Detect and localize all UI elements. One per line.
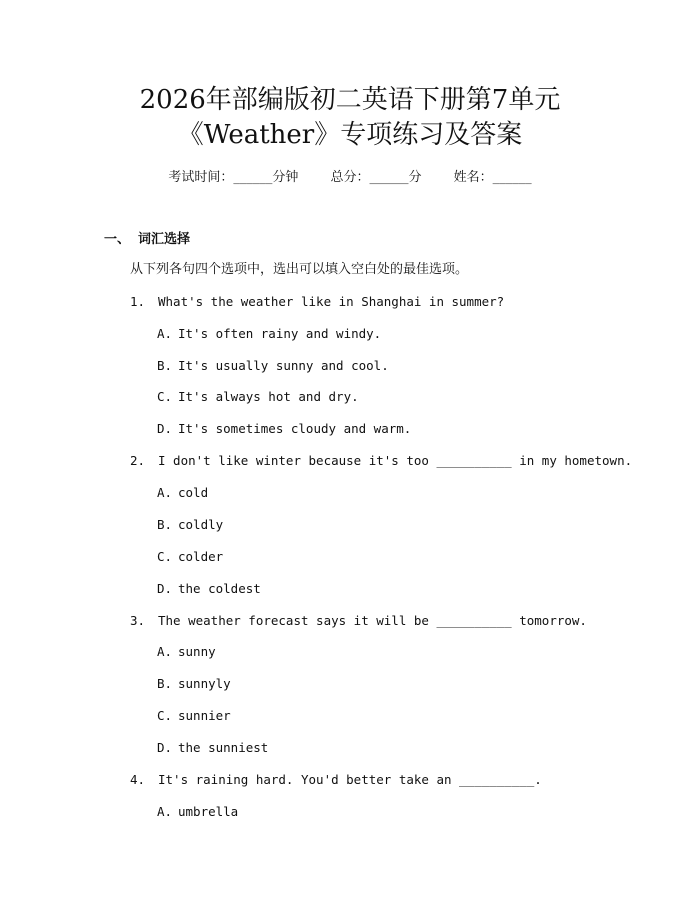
option-text: the sunniest — [178, 740, 269, 755]
question-3-option-d — [157, 739, 268, 757]
option-label: C. — [157, 389, 173, 404]
question-3-option-b — [157, 675, 231, 693]
question-text: The weather forecast says it will be __________ tomorrow. — [158, 613, 587, 628]
question-1-option-a — [157, 325, 381, 343]
question-text: What's the weather like in Shanghai in summer? — [158, 294, 505, 309]
question-number: 3. — [130, 613, 146, 628]
question-2-option-b — [157, 516, 223, 534]
option-text: sunnier — [178, 708, 231, 723]
option-text: It's always hot and dry. — [178, 389, 359, 404]
question-1-option-b — [157, 357, 389, 375]
option-text: sunny — [178, 644, 216, 659]
question-1-option-c — [157, 388, 359, 406]
question-3-option-a — [157, 643, 216, 661]
option-label: A. — [157, 644, 173, 659]
exam-time-field: 考试时间：______分钟 — [168, 170, 299, 185]
question-number: 4. — [130, 772, 146, 787]
question-number: 1. — [130, 294, 146, 309]
section-instruction: 从下列各句四个选项中，选出可以填入空白处的最佳选项。 — [130, 262, 469, 277]
option-text: cold — [178, 485, 209, 500]
document-title-line-2: 《Weather》专项练习及答案 — [177, 120, 523, 150]
section-number: 一、 — [104, 232, 131, 247]
question-text: It's raining hard. You'd better take an __________. — [158, 772, 542, 787]
exam-meta — [0, 169, 700, 187]
question-text: I don't like winter because it's too __________ in my hometown. — [158, 453, 633, 468]
question-2-option-c — [157, 548, 223, 566]
option-label: B. — [157, 676, 173, 691]
option-label: D. — [157, 581, 173, 596]
student-name-field: 姓名：______ — [453, 170, 532, 185]
option-text: It's sometimes cloudy and warm. — [178, 421, 412, 436]
option-label: C. — [157, 549, 173, 564]
option-text: umbrella — [178, 804, 239, 819]
question-2-option-a — [157, 484, 208, 502]
question-2-option-d — [157, 580, 261, 598]
option-text: It's often rainy and windy. — [178, 326, 382, 341]
question-1 — [130, 293, 504, 311]
option-label: C. — [157, 708, 173, 723]
question-3 — [130, 612, 587, 630]
option-label: B. — [157, 517, 173, 532]
option-label: D. — [157, 740, 173, 755]
question-4 — [130, 771, 542, 789]
option-text: It's usually sunny and cool. — [178, 358, 389, 373]
question-4-option-a — [157, 803, 238, 821]
option-text: coldly — [178, 517, 224, 532]
option-label: A. — [157, 485, 173, 500]
option-label: A. — [157, 326, 173, 341]
option-label: A. — [157, 804, 173, 819]
option-text: sunnyly — [178, 676, 231, 691]
total-score-field: 总分：______分 — [330, 170, 422, 185]
section-title: 词汇选择 — [138, 232, 191, 247]
question-number: 2. — [130, 453, 146, 468]
option-text: colder — [178, 549, 224, 564]
question-1-option-d — [157, 420, 411, 438]
option-label: B. — [157, 358, 173, 373]
question-3-option-c — [157, 707, 231, 725]
document-title-line-1: 2026年部编版初二英语下册第7单元 — [139, 85, 561, 115]
question-2 — [130, 452, 632, 470]
section-heading — [104, 231, 190, 249]
option-label: D. — [157, 421, 173, 436]
option-text: the coldest — [178, 581, 261, 596]
